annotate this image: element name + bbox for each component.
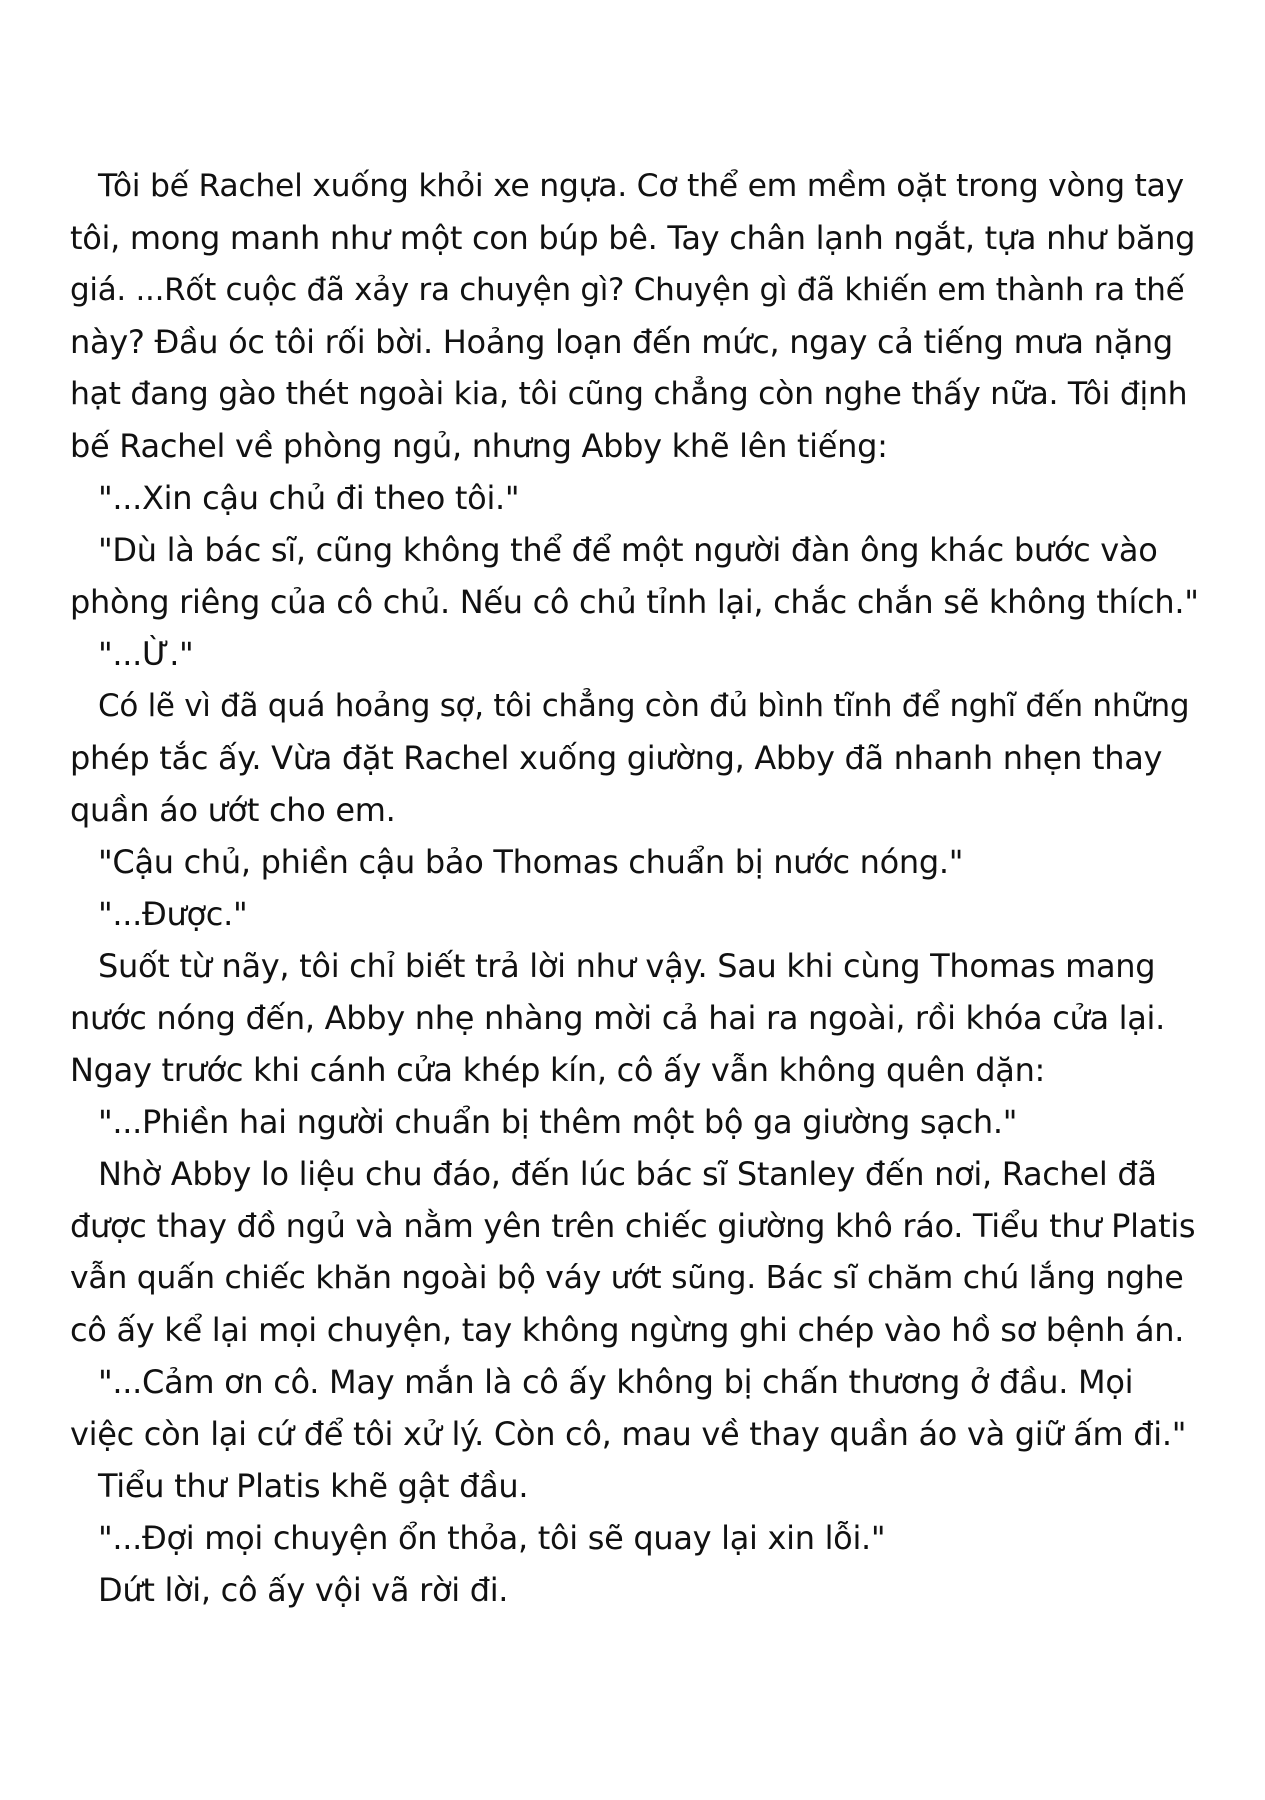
text-line: tôi, mong manh như một con búp bê. Tay chân lạnh ngắt, tựa như băng: [70, 219, 1196, 257]
text-line: "Cậu chủ, phiền cậu bảo Thomas chuẩn bị nước nóng.": [98, 843, 964, 881]
text-line: Có lẽ vì đã quá hoảng sợ, tôi chẳng còn đủ bình tĩnh để nghĩ đến những: [98, 688, 1190, 724]
text-line: Nhờ Abby lo liệu chu đáo, đến lúc bác sĩ Stanley đến nơi, Rachel đã: [98, 1155, 1157, 1193]
text-line: quần áo ướt cho em.: [70, 791, 396, 829]
text-line: Ngay trước khi cánh cửa khép kín, cô ấy vẫn không quên dặn:: [70, 1051, 1046, 1089]
text-line: "...Được.": [98, 895, 248, 933]
text-line: Dứt lời, cô ấy vội vã rời đi.: [98, 1571, 509, 1609]
text-line: "...Ừ.": [98, 635, 194, 673]
text-line: phép tắc ấy. Vừa đặt Rachel xuống giường, Abby đã nhanh nhẹn thay: [70, 739, 1163, 777]
text-line: hạt đang gào thét ngoài kia, tôi cũng chẳng còn nghe thấy nữa. Tôi định: [70, 376, 1188, 412]
text-line: Tôi bế Rachel xuống khỏi xe ngựa. Cơ thể em mềm oặt trong vòng tay: [98, 168, 1184, 204]
text-line: được thay đồ ngủ và nằm yên trên chiếc giường khô ráo. Tiểu thư Platis: [70, 1207, 1196, 1245]
body-text: [70, 160, 1200, 1616]
text-line: giá. ...Rốt cuộc đã xảy ra chuyện gì? Chuyện gì đã khiến em thành ra thế: [70, 272, 1185, 308]
text-line: "...Phiền hai người chuẩn bị thêm một bộ ga giường sạch.": [98, 1103, 1018, 1141]
text-line: "...Cảm ơn cô. May mắn là cô ấy không bị chấn thương ở đầu. Mọi: [98, 1363, 1134, 1401]
text-line: này? Đầu óc tôi rối bời. Hoảng loạn đến mức, ngay cả tiếng mưa nặng: [70, 323, 1173, 361]
text-line: "...Đợi mọi chuyện ổn thỏa, tôi sẽ quay lại xin lỗi.": [98, 1519, 886, 1557]
text-line: nước nóng đến, Abby nhẹ nhàng mời cả hai ra ngoài, rồi khóa cửa lại.: [70, 999, 1166, 1037]
text-line: "...Xin cậu chủ đi theo tôi.": [98, 479, 520, 517]
text-line: Tiểu thư Platis khẽ gật đầu.: [98, 1467, 529, 1505]
text-line: cô ấy kể lại mọi chuyện, tay không ngừng ghi chép vào hồ sơ bệnh án.: [70, 1311, 1185, 1349]
text-line: phòng riêng của cô chủ. Nếu cô chủ tỉnh lại, chắc chắn sẽ không thích.": [70, 583, 1199, 621]
text-line: việc còn lại cứ để tôi xử lý. Còn cô, mau về thay quần áo và giữ ấm đi.": [70, 1415, 1187, 1453]
text-line: vẫn quấn chiếc khăn ngoài bộ váy ướt sũng. Bác sĩ chăm chú lắng nghe: [70, 1260, 1184, 1296]
text-line: Suốt từ nãy, tôi chỉ biết trả lời như vậy. Sau khi cùng Thomas mang: [98, 947, 1156, 985]
text-line: "Dù là bác sĩ, cũng không thể để một người đàn ông khác bước vào: [98, 531, 1158, 569]
text-line: bế Rachel về phòng ngủ, nhưng Abby khẽ lên tiếng:: [70, 427, 888, 465]
